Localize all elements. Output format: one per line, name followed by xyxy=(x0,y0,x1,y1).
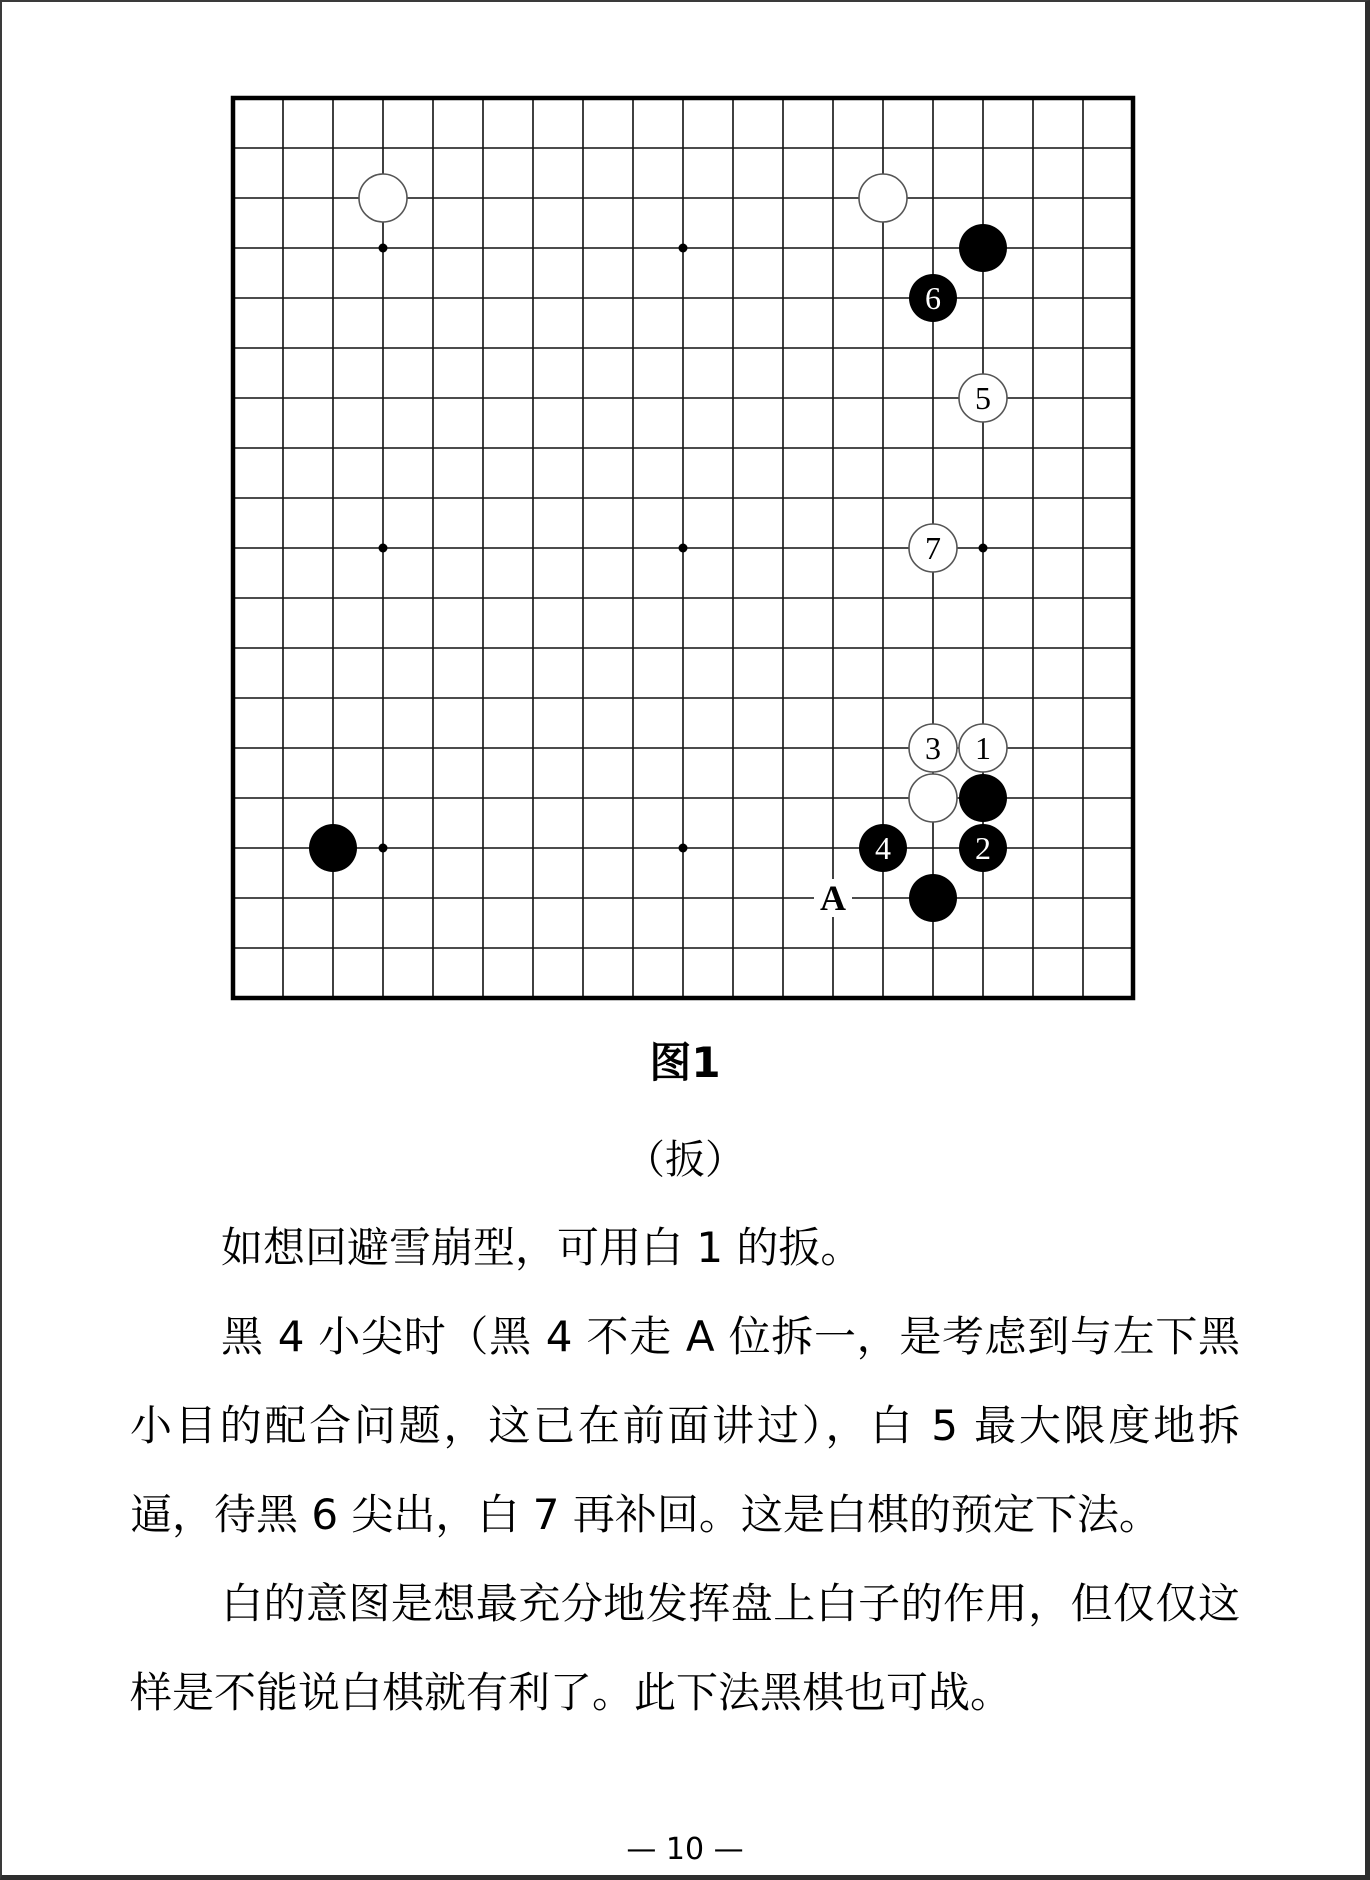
figure-subtitle: （扳） xyxy=(625,1137,745,1183)
star-point-icon xyxy=(679,244,688,253)
black-stone-icon xyxy=(859,824,907,872)
black-stone-icon xyxy=(309,824,357,872)
star-point-icon xyxy=(379,244,388,253)
svg-text:4: 4 xyxy=(875,830,891,866)
white-stone-icon xyxy=(959,724,1007,772)
star-point-icon xyxy=(679,844,688,853)
paragraph-3: 白的意图是想最充分地发挥盘上白子的作用，但仅仅这样是不能说白棋就有利了。此下法黑棋也可战。 xyxy=(130,1579,1240,1717)
svg-text:6: 6 xyxy=(925,280,941,316)
svg-text:1: 1 xyxy=(975,730,991,766)
svg-text:7: 7 xyxy=(925,530,941,566)
svg-text:2: 2 xyxy=(975,830,991,866)
white-stone-icon xyxy=(909,524,957,572)
svg-text:A: A xyxy=(820,878,846,918)
white-stone-icon xyxy=(909,774,957,822)
white-stone-icon xyxy=(359,174,407,222)
star-point-icon xyxy=(679,544,688,553)
white-stone-icon xyxy=(859,174,907,222)
paragraph-2: 黑 4 小尖时（黑 4 不走 A 位拆一，是考虑到与左下黑小目的配合问题，这已在前面讲过），白 5 最大限度地拆逼，待黑 6 尖出，白 7 再补回。这是白棋的预定下法。 xyxy=(130,1312,1240,1539)
white-stone-icon xyxy=(959,374,1007,422)
white-stone-icon xyxy=(909,724,957,772)
svg-text:3: 3 xyxy=(925,730,941,766)
black-stone-icon xyxy=(959,224,1007,272)
board-markers xyxy=(814,878,852,918)
svg-text:5: 5 xyxy=(975,380,991,416)
black-stone-icon xyxy=(909,874,957,922)
black-stone-icon xyxy=(909,274,957,322)
star-point-icon xyxy=(379,544,388,553)
black-stone-icon xyxy=(959,774,1007,822)
page-number: — 10 — xyxy=(626,1832,744,1867)
star-point-icon xyxy=(979,544,988,553)
board-marker-label xyxy=(814,878,852,918)
black-stone-icon xyxy=(959,824,1007,872)
star-point-icon xyxy=(379,844,388,853)
figure-title: 图1 xyxy=(649,1038,721,1087)
paragraph-1: 如想回避雪崩型，可用白 1 的扳。 xyxy=(221,1223,863,1272)
